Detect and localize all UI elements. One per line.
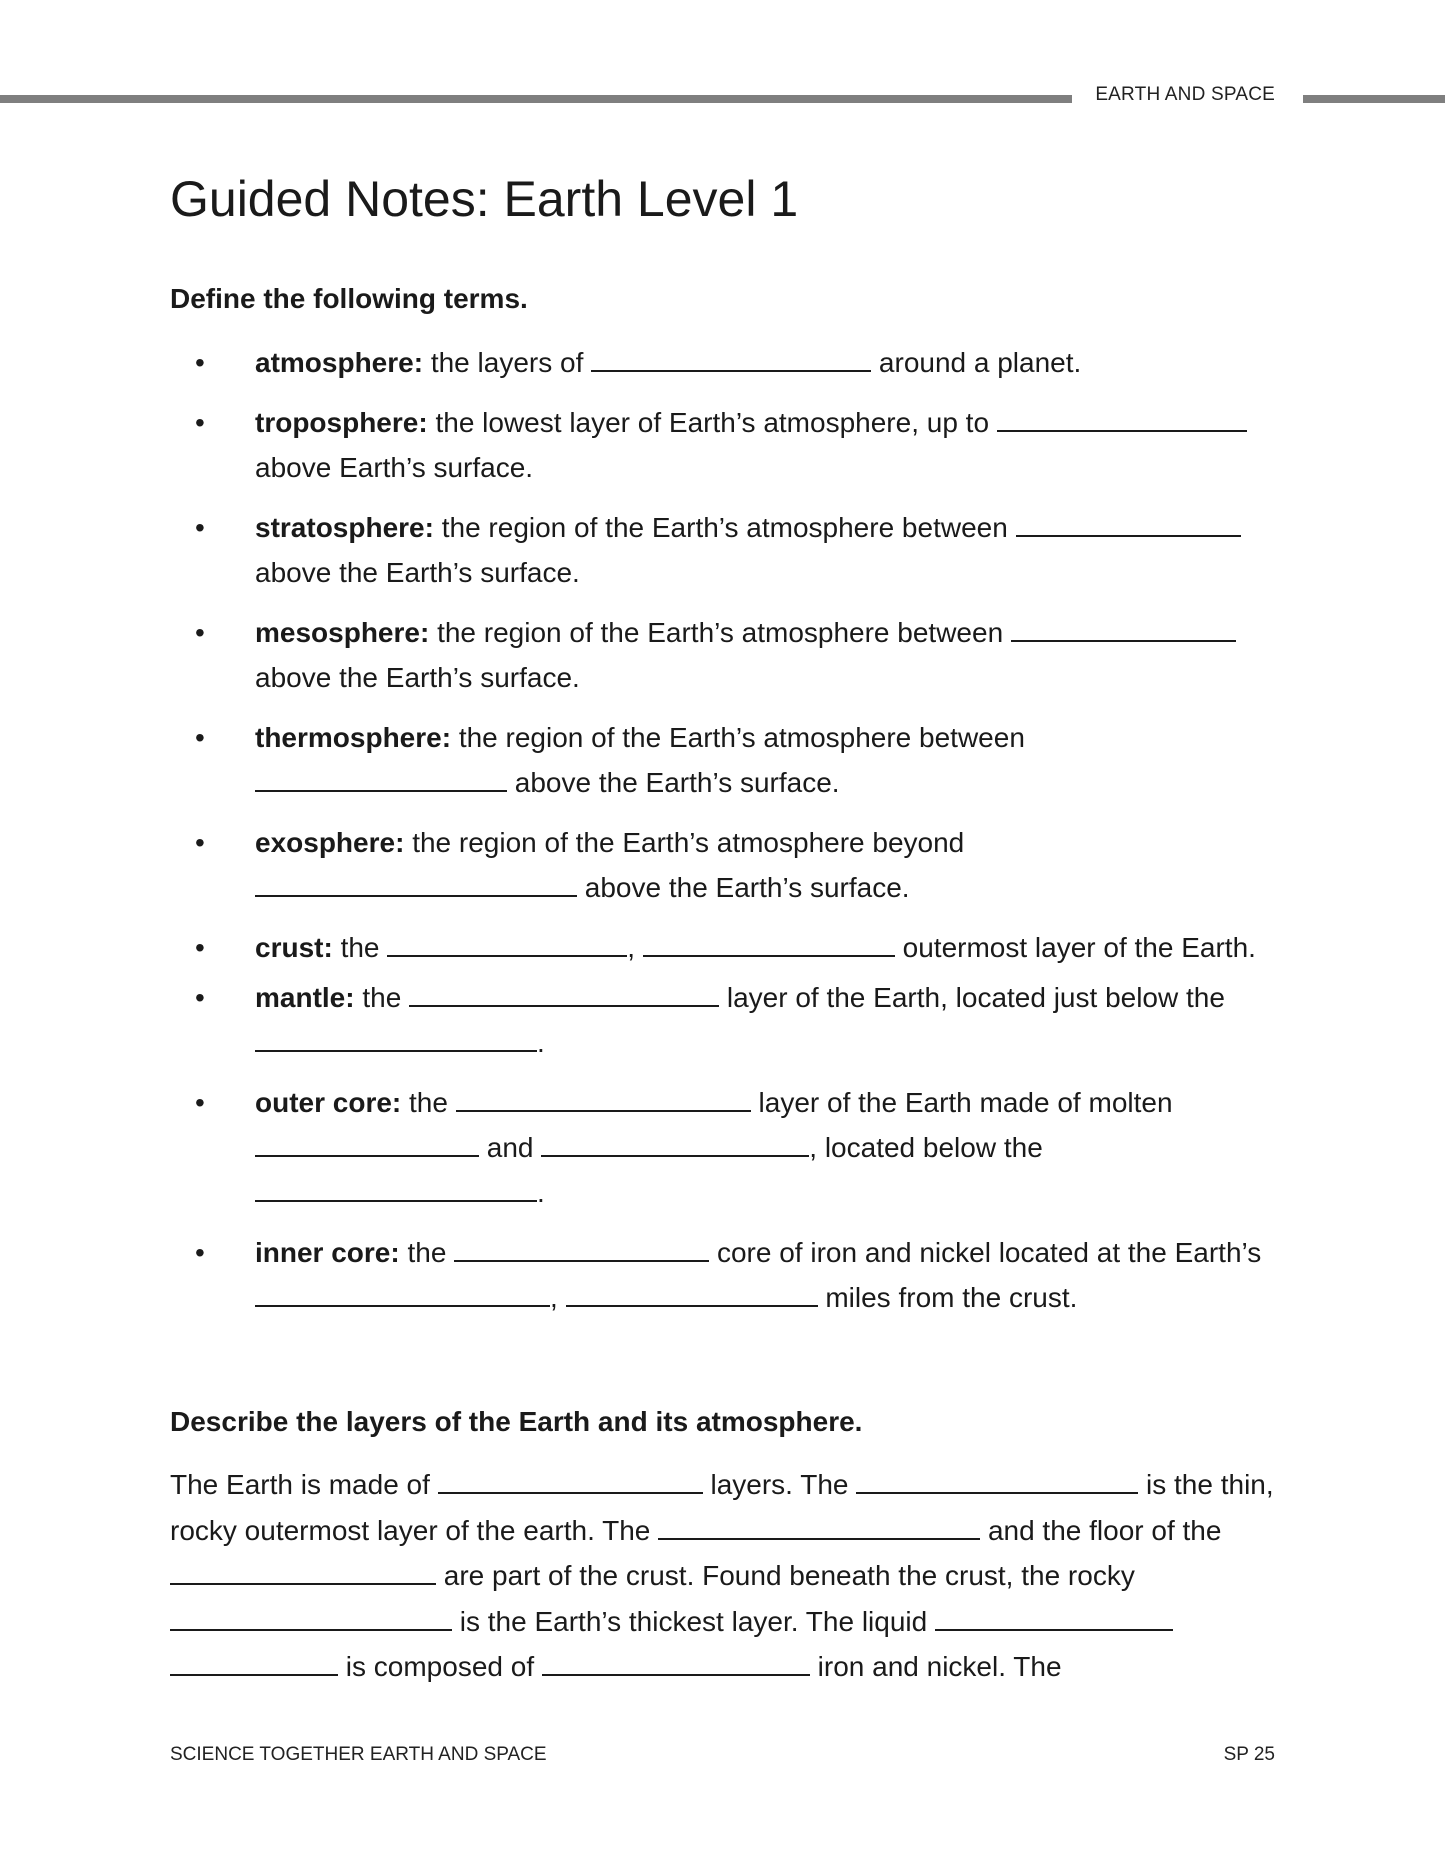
term-text: , [627,932,636,963]
term-name: crust: [255,932,333,963]
term-name: stratosphere: [255,512,434,543]
term-text: layer of the Earth, located just below the [726,982,1225,1013]
answer-blank[interactable] [170,1601,452,1631]
term-troposphere [170,400,1290,490]
term-text: the [340,932,380,963]
header-rule-right [1303,95,1445,103]
term-mesosphere [170,610,1290,700]
term-text: above the Earth’s surface. [255,557,580,588]
answer-blank[interactable] [255,1127,479,1157]
term-text: above the Earth’s surface. [584,872,910,903]
paragraph-text: is composed of [345,1651,535,1682]
describe-paragraph [170,1462,1290,1690]
define-heading: Define the following terms. [170,283,528,314]
answer-blank[interactable] [454,1232,709,1262]
paragraph-text: layers. The [710,1469,849,1500]
term-crust [170,925,1290,970]
term-thermosphere [170,715,1290,805]
bullet-icon: • [195,407,205,438]
term-text: the lowest layer of Earth’s atmosphere, up to [435,407,990,438]
term-name: exosphere: [255,827,405,858]
bullet-icon: • [195,932,205,963]
term-outer-core [170,1080,1290,1215]
answer-blank[interactable] [591,342,871,372]
bullet-icon: • [195,982,205,1013]
term-text: the region of the Earth’s atmosphere between [441,512,1008,543]
term-text: outermost layer of the Earth. [902,932,1256,963]
term-name: atmosphere: [255,347,424,378]
term-text: . [537,1177,545,1208]
bullet-icon: • [195,722,205,753]
bullet-icon: • [195,617,205,648]
bullet-icon: • [195,1237,205,1268]
answer-blank[interactable] [409,977,719,1007]
paragraph-text: are part of the crust. Found beneath the crust, the rocky [443,1560,1135,1591]
term-name: thermosphere: [255,722,452,753]
term-text: above Earth’s surface. [255,452,534,483]
term-inner-core [170,1230,1290,1320]
answer-blank[interactable] [658,1510,980,1540]
answer-blank[interactable] [856,1464,1138,1494]
footer-page-number: SP 25 [1223,1744,1275,1765]
paragraph-text: and the floor of the [987,1514,1222,1546]
term-mantle [170,975,1290,1065]
page-title: Guided Notes: Earth Level 1 [170,171,799,227]
answer-blank[interactable] [566,1277,818,1307]
term-text: and [486,1132,534,1163]
term-text: , [550,1282,558,1313]
paragraph-text: iron and nickel. The [817,1651,1062,1682]
bullet-icon: • [195,1087,205,1118]
term-text: core of iron and nickel located at the Earth’s [716,1237,1262,1268]
bullet-icon: • [195,827,205,858]
answer-blank[interactable] [170,1646,338,1676]
footer-book-title: SCIENCE TOGETHER EARTH AND SPACE [170,1744,547,1765]
answer-blank[interactable] [255,1022,537,1052]
term-text: layer of the Earth made of molten [758,1087,1173,1118]
term-name: mesosphere: [255,617,430,648]
answer-blank[interactable] [541,1127,809,1157]
term-name: outer core: [255,1087,402,1118]
term-text: the region of the Earth’s atmosphere between [458,722,1025,753]
term-text: the [407,1237,447,1268]
paragraph-text: The Earth is made of [170,1469,430,1500]
term-stratosphere [170,505,1290,595]
answer-blank[interactable] [170,1555,436,1585]
answer-blank[interactable] [1011,612,1236,642]
term-name: mantle: [255,982,355,1013]
answer-blank[interactable] [438,1464,703,1494]
term-text: . [537,1027,545,1058]
term-exosphere [170,820,1290,910]
term-text: above the Earth’s surface. [255,662,580,693]
term-name: inner core: [255,1237,400,1268]
terms-list [170,340,1290,1335]
term-text: miles from the crust. [825,1282,1078,1313]
term-text: the layers of [430,347,584,378]
bullet-icon: • [195,512,205,543]
answer-blank[interactable] [1016,507,1241,537]
answer-blank[interactable] [255,1172,537,1202]
answer-blank[interactable] [542,1646,810,1676]
term-atmosphere [170,340,1290,385]
term-text: above the Earth’s surface. [514,767,840,798]
answer-blank[interactable] [935,1601,1173,1631]
describe-heading: Describe the layers of the Earth and its atmosphere. [170,1406,863,1437]
answer-blank[interactable] [456,1082,751,1112]
answer-blank[interactable] [255,867,577,897]
paragraph-text: is the Earth’s thickest layer. The liquid [459,1605,928,1637]
term-text: the [409,1087,448,1118]
answer-blank[interactable] [255,1277,550,1307]
answer-blank[interactable] [387,927,627,957]
term-text: around a planet. [878,347,1082,378]
term-text: the [362,982,402,1013]
paragraph-text: is the thin, rocky outermost layer of the earth. The [170,1469,1274,1546]
term-name: troposphere: [255,407,428,438]
header-section-label: EARTH AND SPACE [1095,84,1275,105]
bullet-icon: • [195,347,205,378]
answer-blank[interactable] [643,927,895,957]
term-text: the region of the Earth’s atmosphere beyond [412,827,965,858]
term-text: the region of the Earth’s atmosphere between [437,617,1004,648]
header-rule-left [0,95,1072,103]
answer-blank[interactable] [997,402,1247,432]
term-text: , located below the [809,1132,1043,1163]
answer-blank[interactable] [255,762,507,792]
